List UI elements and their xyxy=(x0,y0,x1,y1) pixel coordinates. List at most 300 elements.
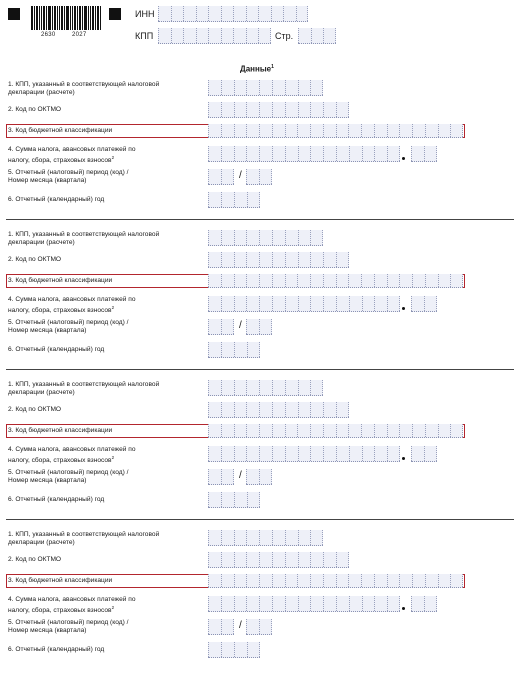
comb-cell[interactable] xyxy=(349,446,362,461)
comb-cell[interactable] xyxy=(336,124,349,137)
comb-cell[interactable] xyxy=(221,319,234,334)
comb-cell[interactable] xyxy=(310,274,323,287)
comb-cell[interactable] xyxy=(272,102,285,117)
period-month-field[interactable] xyxy=(246,319,272,335)
amount-integer-field[interactable] xyxy=(208,296,400,312)
amount-fraction-field[interactable] xyxy=(411,446,437,462)
comb-cell[interactable] xyxy=(246,124,259,137)
comb-cell[interactable] xyxy=(246,230,259,245)
comb-cell[interactable] xyxy=(208,342,221,357)
comb-cell[interactable] xyxy=(258,6,271,21)
comb-cell[interactable] xyxy=(234,596,247,611)
comb-cell[interactable] xyxy=(310,124,323,137)
comb-cell[interactable] xyxy=(285,552,298,567)
comb-cell[interactable] xyxy=(411,446,424,461)
comb-cell[interactable] xyxy=(259,619,272,634)
comb-cell[interactable] xyxy=(310,402,323,417)
comb-cell[interactable] xyxy=(272,274,285,287)
comb-cell[interactable] xyxy=(310,380,323,395)
comb-cell[interactable] xyxy=(259,274,272,287)
comb-cell[interactable] xyxy=(298,102,311,117)
comb-cell[interactable] xyxy=(348,124,361,137)
amount-fraction-field[interactable] xyxy=(411,596,437,612)
comb-cell[interactable] xyxy=(272,252,285,267)
comb-cell[interactable] xyxy=(234,574,247,587)
comb-cell[interactable] xyxy=(208,574,221,587)
comb-cell[interactable] xyxy=(246,530,259,545)
comb-cell[interactable] xyxy=(246,6,259,21)
comb-cell[interactable] xyxy=(374,574,387,587)
comb-cell[interactable] xyxy=(246,380,259,395)
comb-cell[interactable] xyxy=(208,230,221,245)
comb-cell[interactable] xyxy=(424,446,437,461)
comb-cell[interactable] xyxy=(208,402,221,417)
comb-cell[interactable] xyxy=(208,619,221,634)
comb-cell[interactable] xyxy=(336,552,349,567)
comb-cell[interactable] xyxy=(234,146,247,161)
comb-cell[interactable] xyxy=(323,296,336,311)
comb-cell[interactable] xyxy=(234,274,247,287)
oktmo-row-field[interactable] xyxy=(208,102,349,118)
comb-cell[interactable] xyxy=(247,192,260,207)
comb-cell[interactable] xyxy=(412,274,425,287)
comb-cell[interactable] xyxy=(424,146,437,161)
comb-cell[interactable] xyxy=(221,146,234,161)
comb-cell[interactable] xyxy=(221,552,234,567)
kpp-row-field[interactable] xyxy=(208,80,323,96)
comb-cell[interactable] xyxy=(221,169,234,184)
comb-cell[interactable] xyxy=(323,402,336,417)
comb-cell[interactable] xyxy=(450,424,463,437)
comb-cell[interactable] xyxy=(310,530,323,545)
comb-cell[interactable] xyxy=(374,424,387,437)
comb-cell[interactable] xyxy=(246,446,259,461)
comb-cell[interactable] xyxy=(246,274,259,287)
comb-cell[interactable] xyxy=(411,296,424,311)
comb-cell[interactable] xyxy=(285,424,298,437)
comb-cell[interactable] xyxy=(183,6,196,21)
comb-cell[interactable] xyxy=(234,380,247,395)
comb-cell[interactable] xyxy=(272,296,285,311)
comb-cell[interactable] xyxy=(258,28,271,43)
comb-cell[interactable] xyxy=(374,146,387,161)
comb-cell[interactable] xyxy=(450,124,463,137)
comb-cell[interactable] xyxy=(221,469,234,484)
comb-cell[interactable] xyxy=(221,446,234,461)
comb-cell[interactable] xyxy=(387,574,400,587)
comb-cell[interactable] xyxy=(221,252,234,267)
comb-cell[interactable] xyxy=(234,252,247,267)
kbk-row-field[interactable] xyxy=(208,574,463,588)
comb-cell[interactable] xyxy=(272,402,285,417)
comb-cell[interactable] xyxy=(221,296,234,311)
comb-cell[interactable] xyxy=(221,402,234,417)
comb-cell[interactable] xyxy=(171,6,184,21)
comb-cell[interactable] xyxy=(208,469,221,484)
comb-cell[interactable] xyxy=(361,574,374,587)
comb-cell[interactable] xyxy=(234,124,247,137)
comb-cell[interactable] xyxy=(387,446,400,461)
comb-cell[interactable] xyxy=(361,424,374,437)
comb-cell[interactable] xyxy=(259,552,272,567)
comb-cell[interactable] xyxy=(246,596,259,611)
comb-cell[interactable] xyxy=(246,28,259,43)
comb-cell[interactable] xyxy=(271,6,284,21)
comb-cell[interactable] xyxy=(246,469,259,484)
comb-cell[interactable] xyxy=(310,230,323,245)
comb-cell[interactable] xyxy=(208,642,221,657)
comb-cell[interactable] xyxy=(310,146,323,161)
comb-cell[interactable] xyxy=(450,274,463,287)
comb-cell[interactable] xyxy=(323,446,336,461)
year-field[interactable] xyxy=(208,642,260,658)
inn-field[interactable] xyxy=(158,6,308,22)
comb-cell[interactable] xyxy=(234,492,247,507)
period-month-field[interactable] xyxy=(246,469,272,485)
comb-cell[interactable] xyxy=(438,274,451,287)
comb-cell[interactable] xyxy=(246,296,259,311)
comb-cell[interactable] xyxy=(221,192,234,207)
comb-cell[interactable] xyxy=(272,574,285,587)
comb-cell[interactable] xyxy=(208,424,221,437)
comb-cell[interactable] xyxy=(285,252,298,267)
comb-cell[interactable] xyxy=(221,380,234,395)
comb-cell[interactable] xyxy=(298,296,311,311)
comb-cell[interactable] xyxy=(336,102,349,117)
comb-cell[interactable] xyxy=(323,552,336,567)
comb-cell[interactable] xyxy=(259,296,272,311)
kpp-row-field[interactable] xyxy=(208,230,323,246)
comb-cell[interactable] xyxy=(412,574,425,587)
comb-cell[interactable] xyxy=(259,102,272,117)
amount-integer-field[interactable] xyxy=(208,446,400,462)
comb-cell[interactable] xyxy=(362,146,375,161)
year-field[interactable] xyxy=(208,342,260,358)
comb-cell[interactable] xyxy=(208,492,221,507)
kpp-row-field[interactable] xyxy=(208,380,323,396)
comb-cell[interactable] xyxy=(285,274,298,287)
comb-cell[interactable] xyxy=(234,424,247,437)
comb-cell[interactable] xyxy=(246,552,259,567)
amount-fraction-field[interactable] xyxy=(411,296,437,312)
comb-cell[interactable] xyxy=(412,124,425,137)
comb-cell[interactable] xyxy=(246,169,259,184)
year-field[interactable] xyxy=(208,192,260,208)
comb-cell[interactable] xyxy=(298,530,311,545)
comb-cell[interactable] xyxy=(272,80,285,95)
comb-cell[interactable] xyxy=(348,574,361,587)
comb-cell[interactable] xyxy=(336,574,349,587)
comb-cell[interactable] xyxy=(297,124,310,137)
comb-cell[interactable] xyxy=(208,446,221,461)
comb-cell[interactable] xyxy=(259,574,272,587)
comb-cell[interactable] xyxy=(272,380,285,395)
comb-cell[interactable] xyxy=(234,342,247,357)
kbk-row-field[interactable] xyxy=(208,274,463,288)
comb-cell[interactable] xyxy=(285,146,298,161)
comb-cell[interactable] xyxy=(362,446,375,461)
comb-cell[interactable] xyxy=(234,446,247,461)
comb-cell[interactable] xyxy=(387,296,400,311)
comb-cell[interactable] xyxy=(247,642,260,657)
comb-cell[interactable] xyxy=(336,274,349,287)
period-code-field[interactable] xyxy=(208,169,234,185)
comb-cell[interactable] xyxy=(298,596,311,611)
comb-cell[interactable] xyxy=(285,124,298,137)
comb-cell[interactable] xyxy=(362,296,375,311)
year-field[interactable] xyxy=(208,492,260,508)
comb-cell[interactable] xyxy=(285,574,298,587)
comb-cell[interactable] xyxy=(259,402,272,417)
comb-cell[interactable] xyxy=(374,296,387,311)
comb-cell[interactable] xyxy=(336,402,349,417)
comb-cell[interactable] xyxy=(438,424,451,437)
comb-cell[interactable] xyxy=(387,124,400,137)
comb-cell[interactable] xyxy=(297,574,310,587)
comb-cell[interactable] xyxy=(221,342,234,357)
comb-cell[interactable] xyxy=(412,424,425,437)
comb-cell[interactable] xyxy=(246,80,259,95)
comb-cell[interactable] xyxy=(208,124,221,137)
comb-cell[interactable] xyxy=(298,380,311,395)
comb-cell[interactable] xyxy=(374,124,387,137)
comb-cell[interactable] xyxy=(336,424,349,437)
comb-cell[interactable] xyxy=(233,6,246,21)
comb-cell[interactable] xyxy=(310,102,323,117)
comb-cell[interactable] xyxy=(234,642,247,657)
comb-cell[interactable] xyxy=(272,552,285,567)
comb-cell[interactable] xyxy=(411,596,424,611)
comb-cell[interactable] xyxy=(374,274,387,287)
comb-cell[interactable] xyxy=(387,596,400,611)
comb-cell[interactable] xyxy=(310,446,323,461)
comb-cell[interactable] xyxy=(285,446,298,461)
comb-cell[interactable] xyxy=(171,28,184,43)
comb-cell[interactable] xyxy=(221,274,234,287)
comb-cell[interactable] xyxy=(387,274,400,287)
comb-cell[interactable] xyxy=(221,574,234,587)
comb-cell[interactable] xyxy=(247,492,260,507)
comb-cell[interactable] xyxy=(259,169,272,184)
comb-cell[interactable] xyxy=(310,252,323,267)
kpp-row-field[interactable] xyxy=(208,530,323,546)
comb-cell[interactable] xyxy=(208,102,221,117)
comb-cell[interactable] xyxy=(259,446,272,461)
comb-cell[interactable] xyxy=(336,296,349,311)
comb-cell[interactable] xyxy=(323,28,336,43)
comb-cell[interactable] xyxy=(399,274,412,287)
comb-cell[interactable] xyxy=(387,424,400,437)
comb-cell[interactable] xyxy=(259,252,272,267)
comb-cell[interactable] xyxy=(298,230,311,245)
comb-cell[interactable] xyxy=(411,146,424,161)
comb-cell[interactable] xyxy=(348,274,361,287)
comb-cell[interactable] xyxy=(272,530,285,545)
period-code-field[interactable] xyxy=(208,619,234,635)
comb-cell[interactable] xyxy=(298,252,311,267)
comb-cell[interactable] xyxy=(246,252,259,267)
comb-cell[interactable] xyxy=(285,80,298,95)
comb-cell[interactable] xyxy=(246,619,259,634)
oktmo-row-field[interactable] xyxy=(208,252,349,268)
comb-cell[interactable] xyxy=(259,230,272,245)
comb-cell[interactable] xyxy=(310,552,323,567)
comb-cell[interactable] xyxy=(297,274,310,287)
comb-cell[interactable] xyxy=(298,552,311,567)
comb-cell[interactable] xyxy=(349,146,362,161)
comb-cell[interactable] xyxy=(323,596,336,611)
comb-cell[interactable] xyxy=(221,102,234,117)
comb-cell[interactable] xyxy=(272,446,285,461)
comb-cell[interactable] xyxy=(234,102,247,117)
comb-cell[interactable] xyxy=(425,274,438,287)
comb-cell[interactable] xyxy=(323,102,336,117)
comb-cell[interactable] xyxy=(247,342,260,357)
comb-cell[interactable] xyxy=(323,274,336,287)
comb-cell[interactable] xyxy=(285,102,298,117)
comb-cell[interactable] xyxy=(234,80,247,95)
comb-cell[interactable] xyxy=(310,424,323,437)
comb-cell[interactable] xyxy=(221,124,234,137)
comb-cell[interactable] xyxy=(208,296,221,311)
comb-cell[interactable] xyxy=(336,596,349,611)
comb-cell[interactable] xyxy=(361,274,374,287)
comb-cell[interactable] xyxy=(221,596,234,611)
comb-cell[interactable] xyxy=(246,574,259,587)
period-code-field[interactable] xyxy=(208,319,234,335)
comb-cell[interactable] xyxy=(259,80,272,95)
comb-cell[interactable] xyxy=(336,146,349,161)
comb-cell[interactable] xyxy=(246,319,259,334)
comb-cell[interactable] xyxy=(259,124,272,137)
comb-cell[interactable] xyxy=(285,402,298,417)
comb-cell[interactable] xyxy=(208,80,221,95)
comb-cell[interactable] xyxy=(399,574,412,587)
period-code-field[interactable] xyxy=(208,469,234,485)
comb-cell[interactable] xyxy=(298,446,311,461)
comb-cell[interactable] xyxy=(208,192,221,207)
comb-cell[interactable] xyxy=(362,596,375,611)
comb-cell[interactable] xyxy=(285,596,298,611)
comb-cell[interactable] xyxy=(196,6,209,21)
comb-cell[interactable] xyxy=(221,80,234,95)
comb-cell[interactable] xyxy=(425,124,438,137)
comb-cell[interactable] xyxy=(374,596,387,611)
comb-cell[interactable] xyxy=(323,252,336,267)
comb-cell[interactable] xyxy=(424,596,437,611)
comb-cell[interactable] xyxy=(158,6,171,21)
comb-cell[interactable] xyxy=(208,530,221,545)
comb-cell[interactable] xyxy=(208,252,221,267)
comb-cell[interactable] xyxy=(387,146,400,161)
comb-cell[interactable] xyxy=(234,230,247,245)
comb-cell[interactable] xyxy=(336,446,349,461)
kpp-field[interactable] xyxy=(158,28,271,44)
comb-cell[interactable] xyxy=(234,296,247,311)
comb-cell[interactable] xyxy=(259,596,272,611)
comb-cell[interactable] xyxy=(348,424,361,437)
comb-cell[interactable] xyxy=(208,6,221,21)
comb-cell[interactable] xyxy=(298,146,311,161)
comb-cell[interactable] xyxy=(208,380,221,395)
comb-cell[interactable] xyxy=(311,28,324,43)
comb-cell[interactable] xyxy=(323,574,336,587)
comb-cell[interactable] xyxy=(259,424,272,437)
comb-cell[interactable] xyxy=(272,596,285,611)
comb-cell[interactable] xyxy=(221,530,234,545)
comb-cell[interactable] xyxy=(298,28,311,43)
comb-cell[interactable] xyxy=(425,424,438,437)
comb-cell[interactable] xyxy=(349,596,362,611)
comb-cell[interactable] xyxy=(283,6,296,21)
comb-cell[interactable] xyxy=(272,424,285,437)
comb-cell[interactable] xyxy=(221,492,234,507)
comb-cell[interactable] xyxy=(336,252,349,267)
comb-cell[interactable] xyxy=(221,230,234,245)
oktmo-row-field[interactable] xyxy=(208,552,349,568)
comb-cell[interactable] xyxy=(234,530,247,545)
comb-cell[interactable] xyxy=(208,319,221,334)
comb-cell[interactable] xyxy=(208,274,221,287)
comb-cell[interactable] xyxy=(425,574,438,587)
comb-cell[interactable] xyxy=(233,28,246,43)
comb-cell[interactable] xyxy=(221,424,234,437)
comb-cell[interactable] xyxy=(183,28,196,43)
comb-cell[interactable] xyxy=(221,642,234,657)
period-month-field[interactable] xyxy=(246,619,272,635)
comb-cell[interactable] xyxy=(221,28,234,43)
comb-cell[interactable] xyxy=(272,230,285,245)
comb-cell[interactable] xyxy=(323,124,336,137)
comb-cell[interactable] xyxy=(399,424,412,437)
comb-cell[interactable] xyxy=(285,230,298,245)
kbk-row-field[interactable] xyxy=(208,124,463,138)
comb-cell[interactable] xyxy=(285,530,298,545)
comb-cell[interactable] xyxy=(310,596,323,611)
amount-integer-field[interactable] xyxy=(208,146,400,162)
comb-cell[interactable] xyxy=(208,169,221,184)
comb-cell[interactable] xyxy=(234,402,247,417)
comb-cell[interactable] xyxy=(438,124,451,137)
comb-cell[interactable] xyxy=(361,124,374,137)
kbk-row-field[interactable] xyxy=(208,424,463,438)
comb-cell[interactable] xyxy=(323,424,336,437)
comb-cell[interactable] xyxy=(196,28,209,43)
comb-cell[interactable] xyxy=(272,124,285,137)
comb-cell[interactable] xyxy=(374,446,387,461)
page-number-field[interactable] xyxy=(298,28,336,44)
comb-cell[interactable] xyxy=(234,192,247,207)
comb-cell[interactable] xyxy=(208,596,221,611)
comb-cell[interactable] xyxy=(296,6,309,21)
oktmo-row-field[interactable] xyxy=(208,402,349,418)
comb-cell[interactable] xyxy=(298,402,311,417)
comb-cell[interactable] xyxy=(438,574,451,587)
comb-cell[interactable] xyxy=(221,6,234,21)
amount-fraction-field[interactable] xyxy=(411,146,437,162)
comb-cell[interactable] xyxy=(259,380,272,395)
comb-cell[interactable] xyxy=(234,552,247,567)
comb-cell[interactable] xyxy=(285,296,298,311)
comb-cell[interactable] xyxy=(208,146,221,161)
comb-cell[interactable] xyxy=(158,28,171,43)
comb-cell[interactable] xyxy=(246,402,259,417)
amount-integer-field[interactable] xyxy=(208,596,400,612)
comb-cell[interactable] xyxy=(285,380,298,395)
comb-cell[interactable] xyxy=(399,124,412,137)
comb-cell[interactable] xyxy=(272,146,285,161)
comb-cell[interactable] xyxy=(208,28,221,43)
